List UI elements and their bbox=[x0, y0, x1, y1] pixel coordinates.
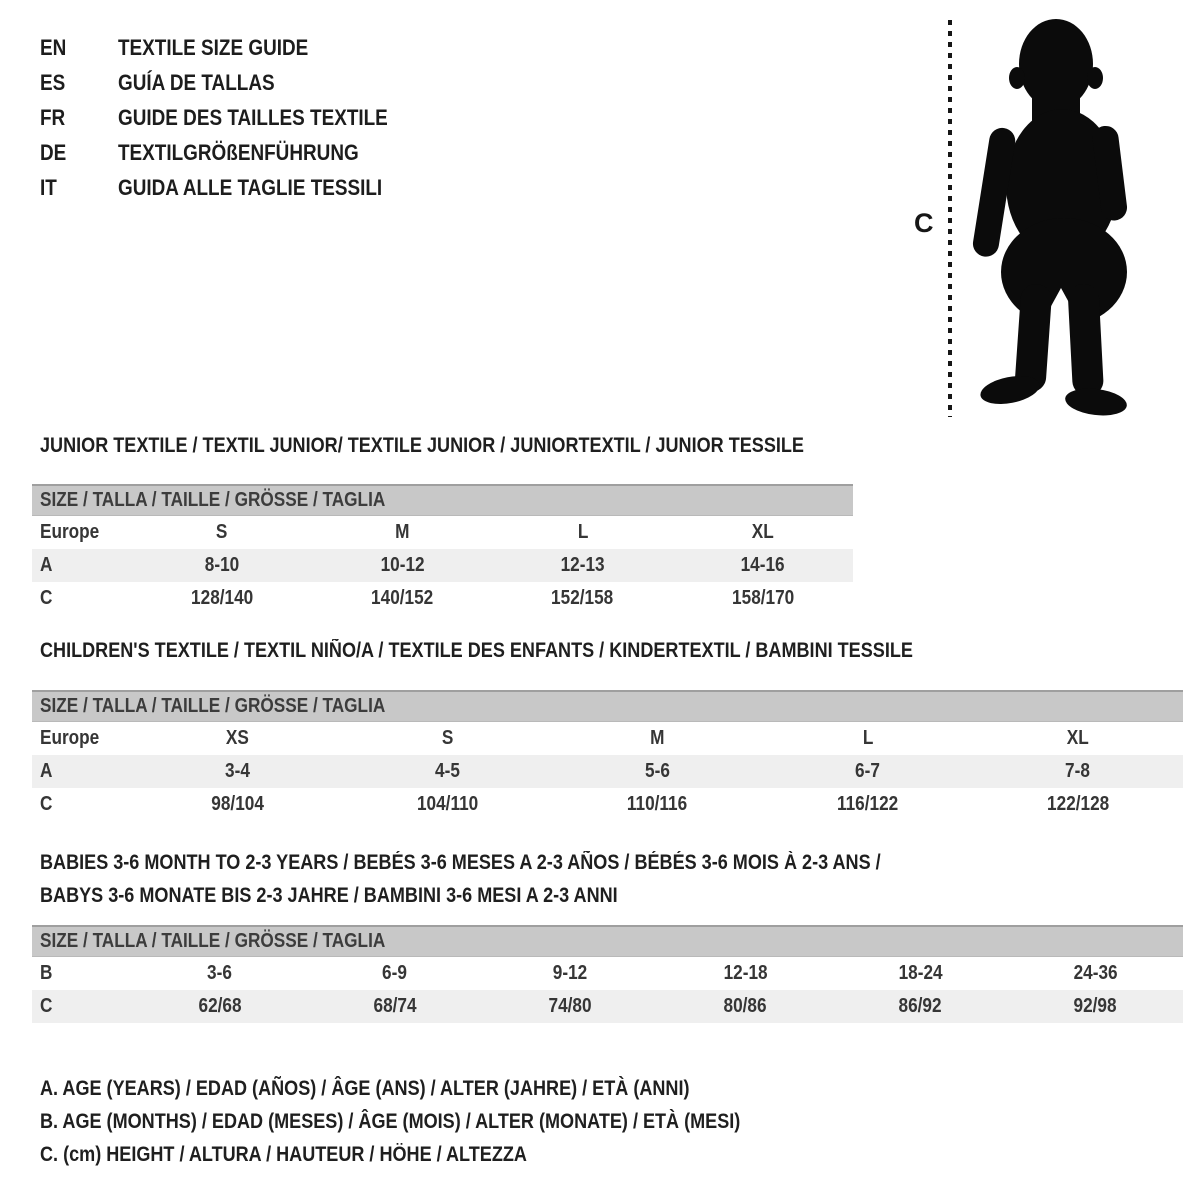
language-code bbox=[40, 140, 118, 166]
language-label-text: TEXTILGRÖßENFÜHRUNG bbox=[118, 139, 359, 165]
row-value-text: 6-7 bbox=[855, 760, 881, 782]
row-value bbox=[763, 760, 973, 783]
row-value-text: 12-18 bbox=[723, 962, 768, 984]
row-value-text: 8-10 bbox=[204, 554, 240, 576]
row-value bbox=[763, 793, 973, 816]
row-label-text: A bbox=[40, 760, 53, 782]
row-value-text: 104/110 bbox=[416, 793, 478, 815]
row-value bbox=[1008, 962, 1183, 985]
table-row-age bbox=[32, 755, 1183, 788]
row-value bbox=[132, 962, 307, 985]
height-measure-dashed-line bbox=[948, 20, 952, 417]
row-label bbox=[32, 554, 132, 577]
row-value bbox=[312, 554, 492, 577]
row-label bbox=[32, 521, 132, 544]
row-value-text: 128/140 bbox=[191, 587, 254, 609]
table-row-height bbox=[32, 990, 1183, 1023]
language-code-text: IT bbox=[40, 174, 57, 200]
row-value-text: 152/158 bbox=[551, 587, 614, 609]
language-row bbox=[40, 170, 432, 205]
language-label bbox=[118, 105, 432, 131]
row-value bbox=[493, 521, 673, 544]
row-label bbox=[32, 587, 132, 610]
row-label bbox=[32, 962, 132, 985]
row-value-text: 110/116 bbox=[627, 793, 688, 815]
row-value-text: M bbox=[395, 521, 410, 543]
row-label-text: Europe bbox=[40, 521, 100, 543]
language-row bbox=[40, 65, 432, 100]
measure-c-label: C bbox=[914, 208, 934, 238]
table-row-age-months bbox=[32, 957, 1183, 990]
size-header-text: SIZE / TALLA / TAILLE / GRÖSSE / TAGLIA bbox=[40, 930, 386, 952]
row-value-text: L bbox=[577, 521, 588, 543]
language-label-text: GUIDA ALLE TAGLIE TESSILI bbox=[118, 174, 383, 200]
row-value bbox=[132, 521, 312, 544]
row-label-text: C bbox=[40, 793, 53, 815]
row-value-text: 74/80 bbox=[548, 995, 592, 1017]
row-label-text: B bbox=[40, 962, 53, 984]
row-value-text: 4-5 bbox=[434, 760, 460, 782]
row-value-text: L bbox=[862, 727, 873, 749]
row-label-text: Europe bbox=[40, 727, 100, 749]
row-value bbox=[973, 760, 1183, 783]
row-value bbox=[673, 587, 853, 610]
measure-legend bbox=[40, 1072, 854, 1171]
table-row-europe bbox=[32, 722, 1183, 755]
row-value-text: 6-9 bbox=[382, 962, 408, 984]
language-label-text: TEXTILE SIZE GUIDE bbox=[118, 34, 309, 60]
language-code-text: ES bbox=[40, 69, 66, 95]
row-value bbox=[973, 727, 1183, 750]
row-value bbox=[132, 760, 342, 783]
size-header-text: SIZE / TALLA / TAILLE / GRÖSSE / TAGLIA bbox=[40, 695, 386, 717]
row-value-text: M bbox=[650, 727, 665, 749]
legend-line-text: A. AGE (YEARS) / EDAD (AÑOS) / ÂGE (ANS) / ALTER (JAHRE) / ETÀ (ANNI) bbox=[40, 1077, 690, 1100]
table-row-height bbox=[32, 788, 1183, 821]
row-value bbox=[132, 727, 342, 750]
row-label-text: C bbox=[40, 995, 53, 1017]
language-code bbox=[40, 35, 118, 61]
legend-line-c bbox=[40, 1138, 854, 1171]
row-value bbox=[482, 995, 657, 1018]
row-value-text: S bbox=[441, 727, 454, 749]
language-row bbox=[40, 135, 432, 170]
legend-line-a bbox=[40, 1072, 854, 1105]
language-code-text: FR bbox=[40, 104, 66, 130]
table-row-height bbox=[32, 582, 853, 615]
row-value-text: XS bbox=[225, 727, 249, 749]
language-code bbox=[40, 175, 118, 201]
row-value-text: 122/128 bbox=[1046, 793, 1109, 815]
babies-textile-section bbox=[32, 846, 1183, 1023]
row-value-text: 12-13 bbox=[560, 554, 605, 576]
row-label bbox=[32, 793, 132, 816]
row-value-text: 10-12 bbox=[380, 554, 425, 576]
row-value-text: 86/92 bbox=[898, 995, 942, 1017]
row-value-text: 62/68 bbox=[198, 995, 242, 1017]
row-label bbox=[32, 760, 132, 783]
row-value bbox=[658, 962, 833, 985]
row-value-text: 92/98 bbox=[1073, 995, 1117, 1017]
section-title bbox=[32, 639, 1183, 663]
row-value-text: XL bbox=[1066, 727, 1089, 749]
row-value bbox=[658, 995, 833, 1018]
section-title-text: BABIES 3-6 MONTH TO 2-3 YEARS / BEBÉS 3-6 MESES A 2-3 AÑOS / BÉBÉS 3-6 MOIS À 2-3 ANS / bbox=[40, 851, 881, 874]
row-value-text: 3-4 bbox=[224, 760, 250, 782]
language-code bbox=[40, 70, 118, 96]
row-value bbox=[312, 587, 492, 610]
row-value bbox=[833, 962, 1008, 985]
row-value bbox=[833, 995, 1008, 1018]
row-value-text: 18-24 bbox=[898, 962, 943, 984]
row-value bbox=[132, 793, 342, 816]
legend-line-text: C. (cm) HEIGHT / ALTURA / HAUTEUR / HÖHE / ALTEZZA bbox=[40, 1143, 527, 1166]
row-value bbox=[673, 554, 853, 577]
size-header-text: SIZE / TALLA / TAILLE / GRÖSSE / TAGLIA bbox=[40, 489, 386, 511]
row-value bbox=[552, 727, 762, 750]
junior-textile-section bbox=[32, 434, 853, 615]
legend-line-b bbox=[40, 1105, 854, 1138]
size-header-bar bbox=[32, 484, 853, 516]
language-row bbox=[40, 30, 432, 65]
row-value bbox=[307, 962, 482, 985]
row-value-text: 98/104 bbox=[210, 793, 264, 815]
row-value-text: 14-16 bbox=[740, 554, 785, 576]
row-value-text: 68/74 bbox=[373, 995, 417, 1017]
row-value-text: 3-6 bbox=[207, 962, 233, 984]
row-label bbox=[32, 727, 132, 750]
language-title-list bbox=[40, 30, 432, 205]
row-value bbox=[312, 521, 492, 544]
row-value-text: 80/86 bbox=[723, 995, 767, 1017]
language-label bbox=[118, 175, 425, 201]
row-value-text: 24-36 bbox=[1073, 962, 1118, 984]
toddler-silhouette-icon bbox=[968, 16, 1136, 418]
row-value-text: 140/152 bbox=[371, 587, 434, 609]
language-label-text: GUIDE DES TAILLES TEXTILE bbox=[118, 104, 388, 130]
row-value bbox=[552, 760, 762, 783]
row-value-text: S bbox=[216, 521, 228, 543]
row-value bbox=[307, 995, 482, 1018]
row-label bbox=[32, 995, 132, 1018]
row-value bbox=[132, 587, 312, 610]
language-label-text: GUÍA DE TALLAS bbox=[118, 69, 275, 95]
row-value bbox=[342, 760, 552, 783]
row-value bbox=[132, 554, 312, 577]
row-value bbox=[552, 793, 762, 816]
row-value bbox=[493, 587, 673, 610]
language-label bbox=[118, 140, 398, 166]
row-value-text: 7-8 bbox=[1065, 760, 1091, 782]
section-title-text: BABYS 3-6 MONATE BIS 2-3 JAHRE / BAMBINI 3-6 MESI A 2-3 ANNI bbox=[40, 884, 618, 907]
language-row bbox=[40, 100, 432, 135]
row-label-text: C bbox=[40, 587, 53, 609]
row-value-text: 5-6 bbox=[645, 760, 670, 782]
table-row-europe bbox=[32, 516, 853, 549]
language-label bbox=[118, 70, 300, 96]
section-title bbox=[32, 846, 1183, 912]
language-code-text: EN bbox=[40, 34, 67, 60]
size-header-bar bbox=[32, 925, 1183, 957]
language-code bbox=[40, 105, 118, 131]
row-value bbox=[493, 554, 673, 577]
row-value bbox=[1008, 995, 1183, 1018]
row-value-text: XL bbox=[751, 521, 774, 543]
row-value-text: 9-12 bbox=[552, 962, 588, 984]
size-header-bar bbox=[32, 690, 1183, 722]
row-label-text: A bbox=[40, 554, 53, 576]
row-value-text: 158/170 bbox=[731, 587, 794, 609]
legend-line-text: B. AGE (MONTHS) / EDAD (MESES) / ÂGE (MOIS) / ALTER (MONATE) / ETÀ (MESI) bbox=[40, 1110, 741, 1133]
section-title-text: CHILDREN'S TEXTILE / TEXTIL NIÑO/A / TEXTILE DES ENFANTS / KINDERTEXTIL / BAMBINI TESSILE bbox=[40, 639, 913, 662]
row-value bbox=[973, 793, 1183, 816]
row-value bbox=[342, 793, 552, 816]
childrens-textile-section bbox=[32, 639, 1183, 821]
language-code-text: DE bbox=[40, 139, 67, 165]
row-value bbox=[342, 727, 552, 750]
row-value bbox=[482, 962, 657, 985]
row-value bbox=[673, 521, 853, 544]
section-title bbox=[32, 434, 853, 458]
row-value-text: 116/122 bbox=[837, 793, 899, 815]
table-row-age bbox=[32, 549, 853, 582]
row-value bbox=[763, 727, 973, 750]
section-title-text: JUNIOR TEXTILE / TEXTIL JUNIOR/ TEXTILE JUNIOR / JUNIORTEXTIL / JUNIOR TESSILE bbox=[40, 434, 804, 457]
row-value bbox=[132, 995, 307, 1018]
language-label bbox=[118, 35, 339, 61]
